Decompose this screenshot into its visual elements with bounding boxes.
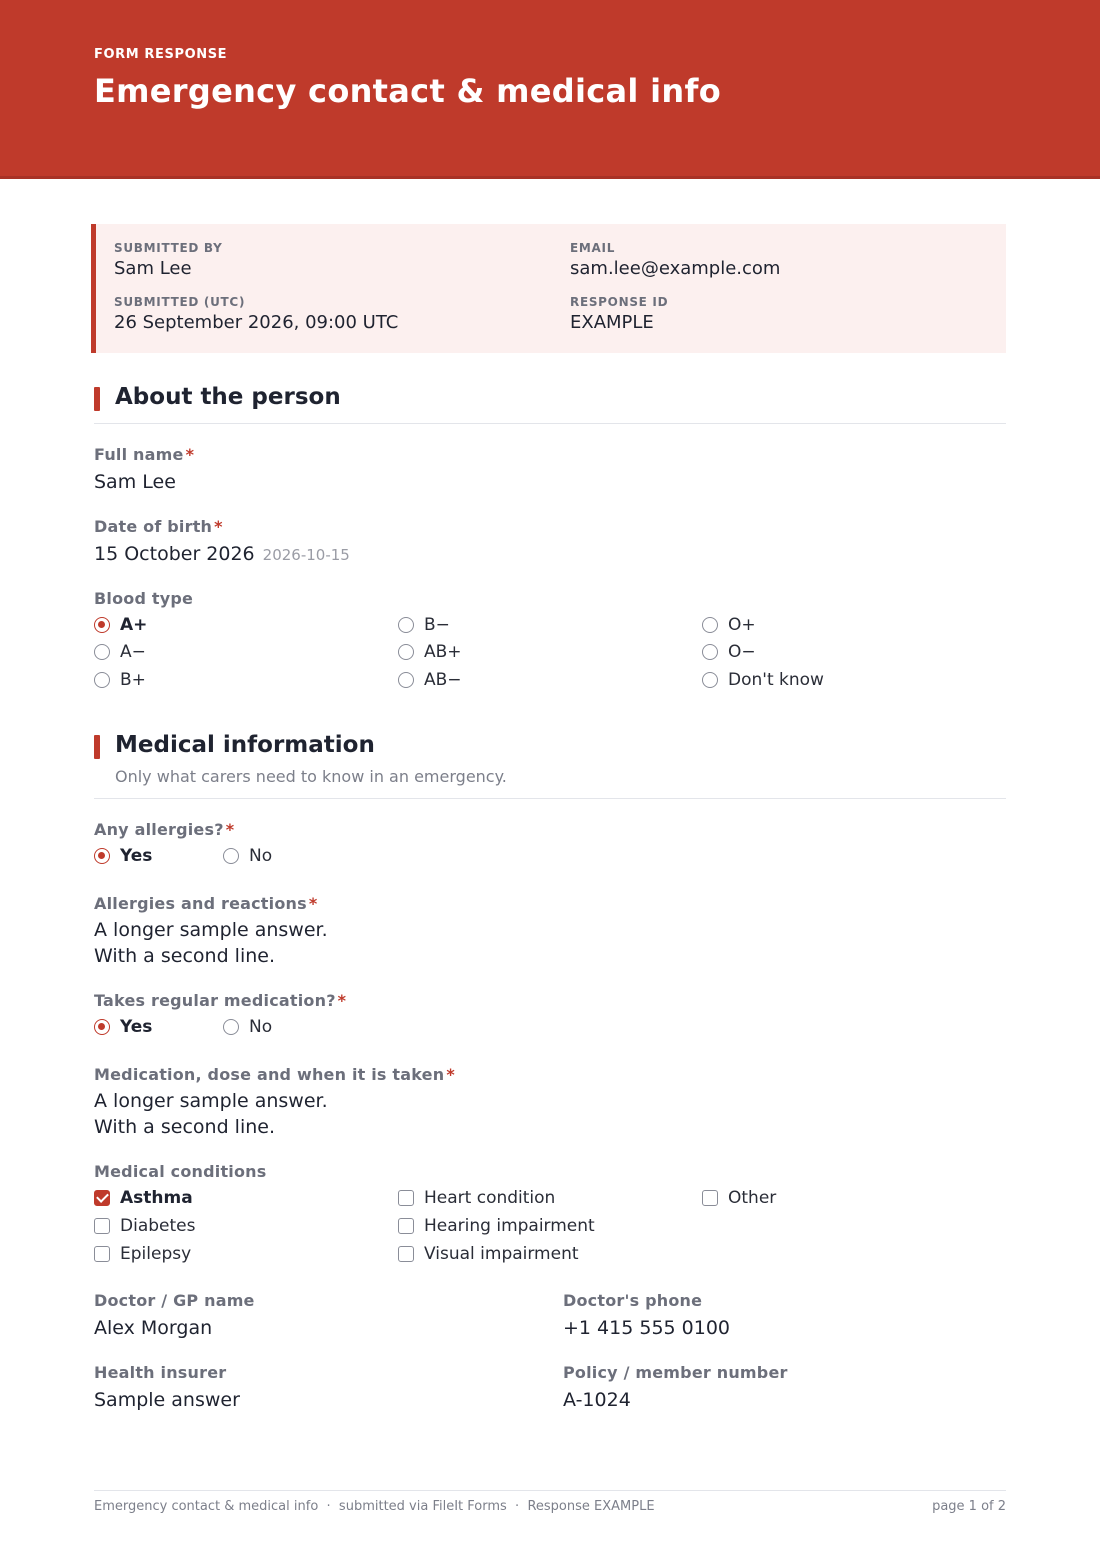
health-insurer-value: Sample answer [94, 1389, 240, 1411]
policy-number-value: A-1024 [563, 1389, 631, 1411]
section-title: About the person [115, 384, 341, 410]
checkbox-icon [702, 1190, 718, 1206]
health-insurer-label: Health insurer [94, 1363, 227, 1382]
medication-option-yes[interactable]: Yes [94, 1017, 152, 1037]
radio-icon [702, 644, 718, 660]
radio-icon [223, 848, 239, 864]
condition-epilepsy[interactable]: Epilepsy [94, 1244, 191, 1264]
allergies-option-no[interactable]: No [223, 846, 272, 866]
radio-icon [94, 644, 110, 660]
medication-option-no[interactable]: No [223, 1017, 272, 1037]
meta-response-id-value: EXAMPLE [570, 312, 654, 333]
blood-option-a-pos[interactable]: A+ [94, 615, 147, 635]
section-accent-bar [94, 735, 100, 759]
radio-icon [398, 672, 414, 688]
blood-option-ab-pos[interactable]: AB+ [398, 642, 462, 662]
radio-icon [398, 617, 414, 633]
medication-question-label: Takes regular medication? * [94, 991, 347, 1010]
meta-submitted-utc-label: SUBMITTED (UTC) [114, 295, 246, 309]
section-subtitle: Only what carers need to know in an emergency. [115, 767, 507, 786]
meta-submitted-by-label: SUBMITTED BY [114, 241, 223, 255]
required-marker: * [308, 894, 318, 913]
medication-detail-value [94, 1088, 328, 1140]
blood-option-dont-know[interactable]: Don't know [702, 670, 824, 690]
radio-icon [398, 644, 414, 660]
checkbox-icon [398, 1190, 414, 1206]
meta-submitted-by-value: Sam Lee [114, 258, 192, 279]
condition-diabetes[interactable]: Diabetes [94, 1216, 195, 1236]
condition-other[interactable]: Other [702, 1188, 776, 1208]
meta-submitted-utc [114, 295, 398, 333]
answer-line: With a second line. [94, 945, 275, 967]
full-name-label: Full name * [94, 445, 195, 464]
section-about-person [94, 385, 1006, 424]
radio-selected-icon [94, 1019, 110, 1035]
required-marker: * [446, 1065, 455, 1084]
required-marker: * [185, 445, 195, 464]
full-name-value: Sam Lee [94, 471, 176, 493]
header-eyebrow: FORM RESPONSE [94, 47, 228, 62]
condition-heart[interactable]: Heart condition [398, 1188, 555, 1208]
required-marker: * [337, 991, 347, 1010]
footer-page-number: page 1 of 2 [932, 1499, 1006, 1514]
blood-type-label: Blood type [94, 589, 194, 608]
medication-detail-label: Medication, dose and when it is taken * [94, 1065, 455, 1084]
meta-submitted-by [114, 241, 223, 279]
doctor-name-value: Alex Morgan [94, 1317, 213, 1339]
meta-email-value: sam.lee@example.com [570, 258, 781, 279]
checkbox-checked-icon [94, 1190, 110, 1206]
meta-response-id [570, 295, 668, 333]
condition-visual[interactable]: Visual impairment [398, 1244, 579, 1264]
submission-meta-panel [91, 224, 1006, 353]
doctor-phone-value: +1 415 555 0100 [563, 1317, 731, 1339]
blood-option-o-pos[interactable]: O+ [702, 615, 756, 635]
blood-option-o-neg[interactable]: O− [702, 642, 756, 662]
blood-option-ab-neg[interactable]: AB− [398, 670, 462, 690]
radio-icon [702, 617, 718, 633]
page-title: Emergency contact & medical info [94, 72, 721, 110]
radio-icon [94, 672, 110, 688]
section-medical-information [94, 733, 1006, 799]
answer-line: A longer sample answer. [94, 919, 328, 941]
required-marker: * [225, 820, 235, 839]
policy-number-label: Policy / member number [563, 1363, 788, 1382]
radio-icon [223, 1019, 239, 1035]
allergies-detail-label: Allergies and reactions * [94, 894, 318, 913]
condition-hearing[interactable]: Hearing impairment [398, 1216, 595, 1236]
checkbox-icon [398, 1246, 414, 1262]
doctor-name-label: Doctor / GP name [94, 1291, 255, 1310]
form-header [0, 0, 1100, 179]
section-title: Medical information [115, 732, 375, 758]
checkbox-icon [94, 1246, 110, 1262]
required-marker: * [214, 517, 223, 536]
blood-option-b-neg[interactable]: B− [398, 615, 450, 635]
checkbox-icon [398, 1218, 414, 1234]
blood-option-a-neg[interactable]: A− [94, 642, 146, 662]
allergies-option-yes[interactable]: Yes [94, 846, 152, 866]
footer-text: Emergency contact & medical info · submitted via FileIt Forms · Response EXAMPLE [94, 1499, 655, 1514]
meta-response-id-label: RESPONSE ID [570, 295, 669, 309]
checkbox-icon [94, 1218, 110, 1234]
radio-icon [702, 672, 718, 688]
section-accent-bar [94, 387, 100, 411]
meta-email-label: EMAIL [570, 241, 616, 255]
doctor-phone-label: Doctor's phone [563, 1291, 703, 1310]
allergies-detail-value [94, 917, 328, 969]
condition-asthma[interactable]: Asthma [94, 1188, 193, 1208]
page-footer [94, 1490, 1006, 1514]
dob-label: Date of birth * [94, 517, 223, 536]
radio-selected-icon [94, 848, 110, 864]
dob-iso: 2026-10-15 [262, 546, 350, 564]
dob-value: 15 October 2026 2026-10-15 [94, 543, 350, 565]
medical-conditions-label: Medical conditions [94, 1162, 267, 1181]
answer-line: With a second line. [94, 1116, 275, 1138]
meta-submitted-utc-value: 26 September 2026, 09:00 UTC [114, 312, 399, 333]
radio-selected-icon [94, 617, 110, 633]
answer-line: A longer sample answer. [94, 1090, 328, 1112]
meta-email [570, 241, 780, 279]
blood-option-b-pos[interactable]: B+ [94, 670, 146, 690]
allergies-question-label: Any allergies? * [94, 820, 235, 839]
